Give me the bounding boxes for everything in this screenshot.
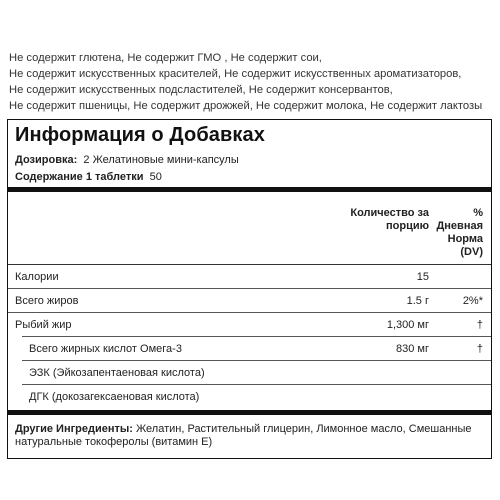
serving-size (15, 154, 239, 166)
free-from-line: Не содержит пшеницы, Не содержит дрожжей, Не содержит молока, Не содержит лактозы (9, 100, 483, 112)
free-from-line: Не содержит искусственных подсластителей, Не содержит консервантов, (9, 84, 393, 96)
other-ingredients (15, 423, 485, 449)
other-ingredients-value: Желатин, Растительный глицерин, Лимонное масло, Смешанные натуральные токоферолы (витамин E) (15, 423, 472, 448)
amount-per-serving-header: Количество за порцию (350, 207, 429, 232)
serving-size-value: 2 Желатиновые мини-капсулы (83, 154, 239, 166)
nutrient-dv: 2%* (462, 295, 483, 307)
table-row (8, 337, 491, 361)
table-row (8, 385, 491, 409)
daily-value-header: % Дневная Норма (DV) (436, 207, 483, 258)
nutrient-name: Рыбий жир (15, 319, 72, 331)
nutrient-name: Калории (15, 271, 59, 283)
nutrient-name: Всего жирных кислот Омега-3 (29, 343, 182, 355)
free-from-statement (9, 50, 494, 114)
table-row (8, 289, 491, 313)
thick-divider (8, 410, 491, 415)
servings-value: 50 (149, 171, 162, 183)
other-ingredients-label: Другие Ингредиенты: (15, 423, 133, 435)
nutrient-dv: † (476, 319, 483, 331)
serving-size-label: Дозировка: (15, 154, 78, 166)
table-row (8, 361, 491, 385)
nutrient-amount: 1,300 мг (386, 319, 429, 331)
thick-divider (8, 187, 491, 192)
nutrient-name: ЭЗК (Эйкозапентаеновая кислота) (29, 367, 205, 379)
table-row (8, 313, 491, 337)
nutrient-amount: 1.5 г (406, 295, 429, 307)
nutrient-amount: 830 мг (396, 343, 429, 355)
supplement-facts-panel (7, 119, 492, 459)
servings-per-container (15, 171, 162, 183)
servings-label: Содержание 1 таблетки (15, 171, 144, 183)
table-row (8, 265, 491, 289)
nutrient-name: ДГК (докозагексаеновая кислота) (29, 391, 200, 403)
free-from-line: Не содержит искусственных красителей, Не содержит искусственных ароматизаторов, (9, 68, 462, 80)
nutrient-dv: † (476, 343, 483, 355)
panel-title: Информация о Добавках (15, 124, 265, 146)
nutrient-amount: 15 (416, 271, 429, 283)
free-from-line: Не содержит глютена, Не содержит ГМО , Не содержит сои, (9, 52, 322, 64)
nutrient-name: Всего жиров (15, 295, 79, 307)
